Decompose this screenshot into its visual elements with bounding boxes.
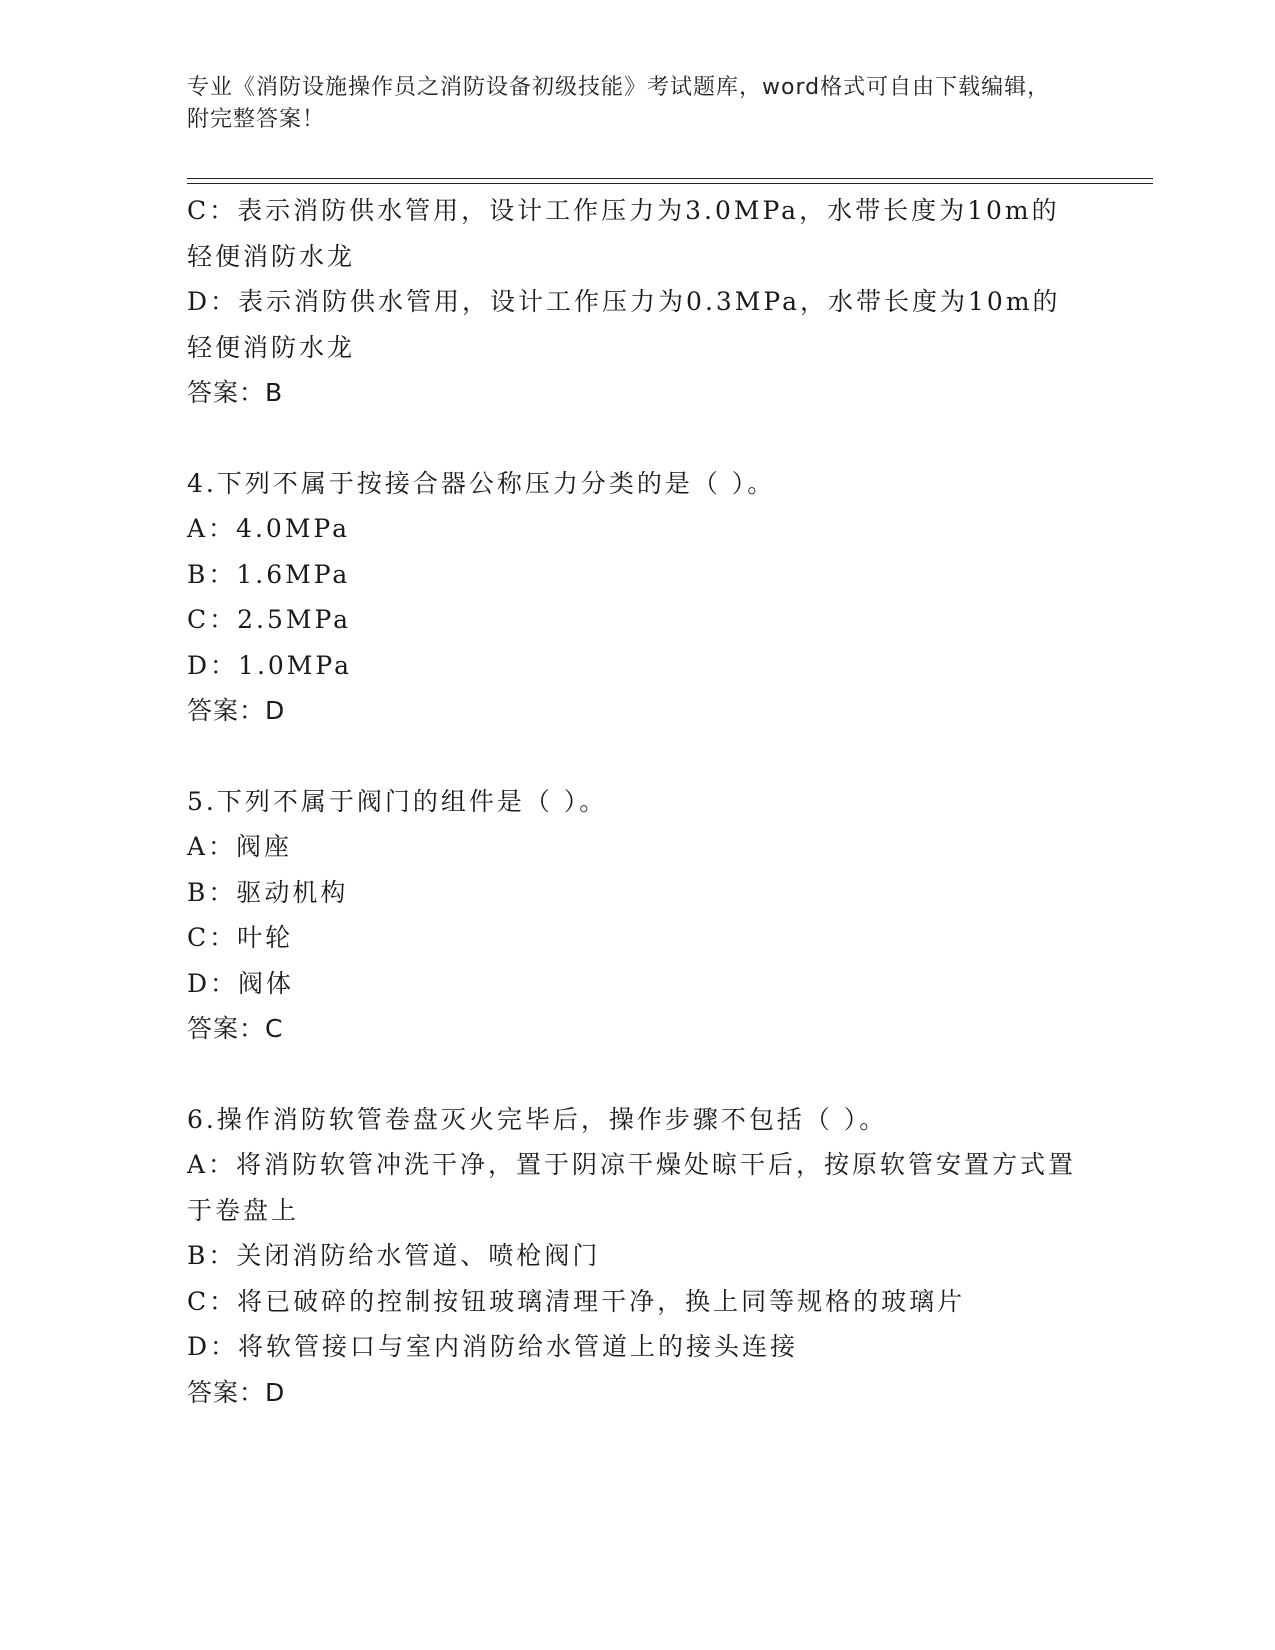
answer: 答案：C <box>187 1014 284 1043</box>
option-d: D：将软管接口与室内消防给水管道上的接头连接 <box>187 1332 799 1361</box>
option-a: A：将消防软管冲洗干净，置于阴凉干燥处晾干后，按原软管安置方式置于卷盘上 <box>187 1150 1077 1225</box>
option-c: C：2.5MPa <box>187 605 352 634</box>
header-rule-top <box>187 178 1153 179</box>
option-b: B：1.6MPa <box>187 559 351 589</box>
option-d: D：阀体 <box>187 968 295 998</box>
option-b: B：驱动机构 <box>187 877 349 907</box>
option-c: C：表示消防供水管用，设计工作压力为3.0MPa，水带长度为10m的轻便消防水龙 <box>187 196 1060 271</box>
option-d: D：1.0MPa <box>187 650 353 680</box>
option-c: C：将已破碎的控制按钮玻璃清理干净，换上同等规格的玻璃片 <box>187 1286 966 1316</box>
question-block-3-continued <box>187 188 1087 416</box>
header-rule-bottom <box>187 183 1153 184</box>
question-block-4 <box>187 461 1087 734</box>
option-c: C：叶轮 <box>187 923 294 952</box>
document-body <box>187 188 1087 1415</box>
option-b: B：关闭消防给水管道、喷枪阀门 <box>187 1241 601 1270</box>
question-block-5 <box>187 779 1087 1052</box>
answer: 答案：D <box>187 1377 286 1407</box>
option-a: A：4.0MPa <box>187 514 351 543</box>
option-d: D：表示消防供水管用，设计工作压力为0.3MPa，水带长度为10m的轻便消防水龙 <box>187 287 1061 362</box>
question-stem: 4.下列不属于按接合器公称压力分类的是（ ）。 <box>187 468 776 498</box>
question-stem: 6.操作消防软管卷盘灭火完毕后，操作步骤不包括（ ）。 <box>187 1104 888 1134</box>
page-header: 专业《消防设施操作员之消防设备初级技能》考试题库，word格式可自由下载编辑，附完整答案！ <box>187 75 1051 132</box>
answer: 答案：D <box>187 696 286 725</box>
option-a: A：阀座 <box>187 832 293 861</box>
answer: 答案：B <box>187 378 284 407</box>
question-stem: 5.下列不属于阀门的组件是（ ）。 <box>187 786 608 816</box>
question-block-6 <box>187 1097 1087 1416</box>
